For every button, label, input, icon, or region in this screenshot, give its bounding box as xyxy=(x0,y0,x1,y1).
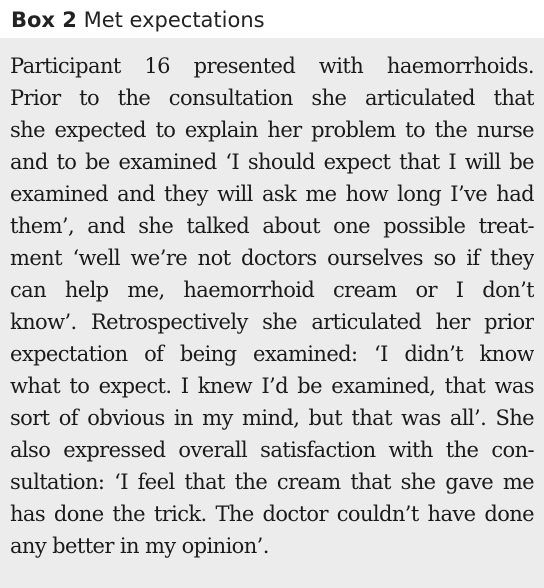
box-label: Box 2 xyxy=(11,8,77,32)
text-line: and to be examined ‘I should expect that I will be xyxy=(10,150,534,174)
text-line: has done the trick. The doctor couldn’t have done xyxy=(10,502,534,526)
text-line: also expressed overall satisfaction with the con- xyxy=(10,438,534,462)
text-line: ment ‘well we’re not doctors ourselves so if they xyxy=(10,246,534,270)
text-line: sort of obvious in my mind, but that was all’. She xyxy=(10,406,534,430)
box-body xyxy=(0,38,544,588)
text-line: any better in my opinion’. xyxy=(10,534,269,558)
text-line: know’. Retrospectively she articulated her prior xyxy=(10,310,534,334)
text-line: sultation: ‘I feel that the cream that she gave me xyxy=(10,470,534,494)
text-line: what to expect. I knew I’d be examined, that was xyxy=(10,374,534,398)
text-line: them’, and she talked about one possible treat- xyxy=(10,214,534,238)
text-line: can help me, haemorrhoid cream or I don’t xyxy=(10,278,534,302)
box-paragraph xyxy=(10,50,534,562)
text-line: examined and they will ask me how long I’ve had xyxy=(10,182,534,206)
text-line: Prior to the consultation she articulated that xyxy=(10,86,534,110)
text-line: expectation of being examined: ‘I didn’t know xyxy=(10,342,534,366)
text-line: she expected to explain her problem to the nurse xyxy=(10,118,534,142)
box-title: Met expectations xyxy=(83,8,265,32)
text-line: Participant 16 presented with haemorrhoids. xyxy=(10,54,534,78)
box-heading xyxy=(11,5,265,35)
